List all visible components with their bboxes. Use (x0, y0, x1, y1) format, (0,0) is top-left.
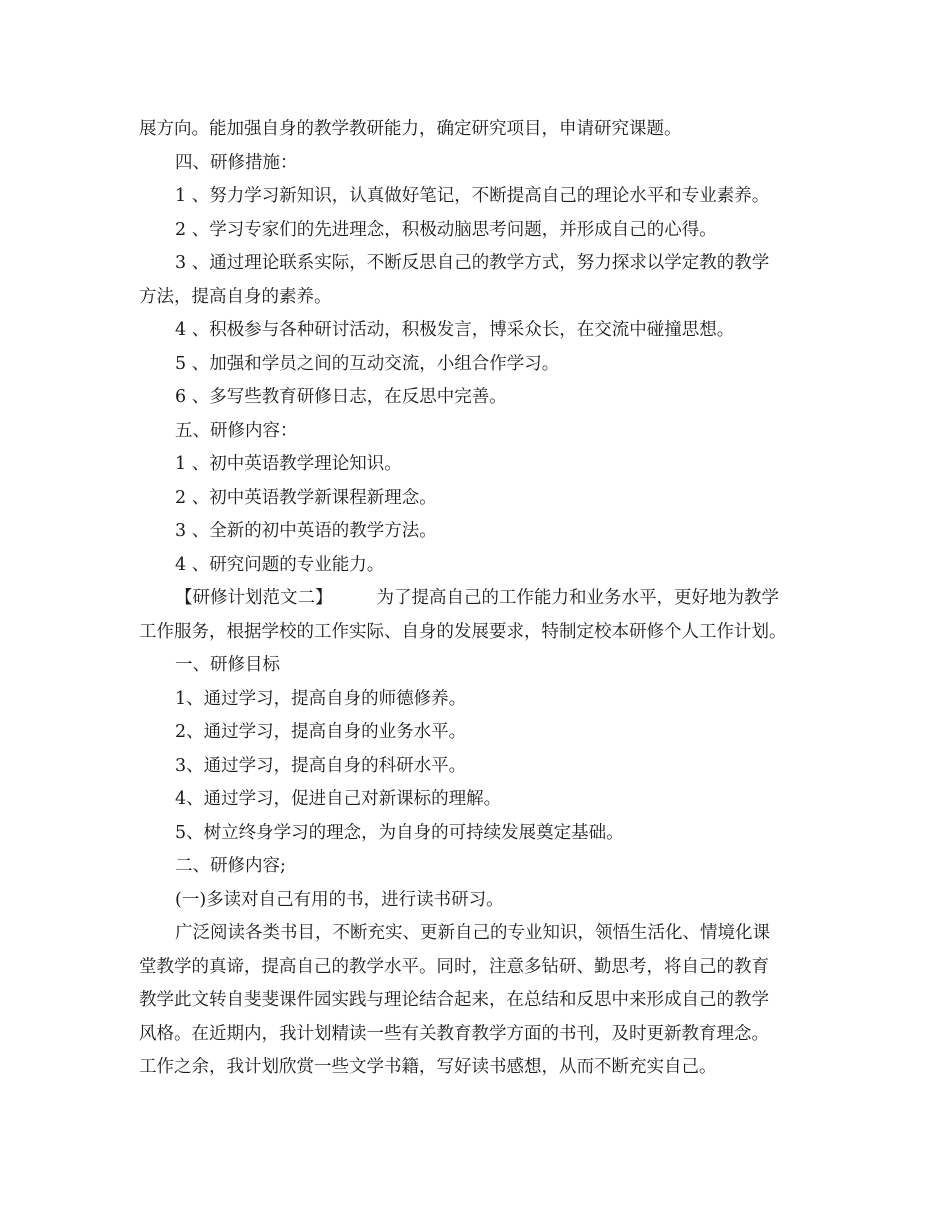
list-item: 1、通过学习，提高自身的师德修养。 (175, 688, 467, 709)
list-item: 3 、通过理论联系实际，不断反思自己的教学方式，努力探求以学定教的教学 (175, 253, 770, 273)
list-item: 1 、努力学习新知识，认真做好笔记，不断提高自己的理论水平和专业素养。 (175, 186, 770, 206)
section-two-intro-line (139, 582, 819, 616)
paragraph-line: 风格。在近期内，我计划精读一些有关教育教学方面的书刊，及时更新教育理念。 (139, 1023, 769, 1044)
section-two-heading: 【研修计划范文二】 (175, 588, 333, 608)
list-item: 4 、研究问题的专业能力。 (175, 554, 385, 575)
list-item: 3、通过学习，提高自身的科研水平。 (175, 755, 467, 776)
section-two-intro: 为了提高自己的工作能力和业务水平，更好地为教学 (376, 588, 779, 608)
list-item: 5 、加强和学员之间的互动交流，小组合作学习。 (175, 353, 560, 374)
paragraph-line: 工作服务，根据学校的工作实际、自身的发展要求，特制定校本研修个人工作计划。 (139, 621, 787, 642)
list-item: 4、通过学习，促进自己对新课标的理解。 (175, 789, 502, 809)
section-heading-measures: 四、研修措施： (175, 152, 298, 173)
list-item: 6 、多写些教育研修日志，在反思中完善。 (175, 387, 507, 407)
list-item: 4 、积极参与各种研讨活动，积极发言，博采众长，在交流中碰撞思想。 (175, 320, 735, 340)
list-item: 1 、初中英语教学理论知识。 (175, 454, 402, 474)
list-item: 2 、学习专家们的先进理念，积极动脑思考问题，并形成自己的心得。 (175, 219, 717, 240)
paragraph-line: 广泛阅读各类书目，不断充实、更新自己的专业知识，领悟生活化、情境化课 (175, 923, 770, 943)
list-item: 2 、初中英语教学新课程新理念。 (175, 487, 437, 508)
list-item: 2、通过学习，提高自身的业务水平。 (175, 722, 467, 742)
paragraph-line: 教学此文转自斐斐课件园实践与理论结合起来，在总结和反思中来形成自己的教学 (139, 990, 769, 1010)
document-body (139, 113, 819, 1085)
paragraph-line: 工作之余，我计划欣赏一些文学书籍，写好读书感想，从而不断充实自己。 (139, 1057, 717, 1077)
section-heading-content: 五、研修内容： (175, 420, 298, 441)
subsection-heading: (一)多读对自己有用的书，进行读书研习。 (175, 889, 504, 910)
list-item-continuation: 方法，提高自身的素养。 (139, 286, 332, 307)
list-item: 3 、全新的初中英语的教学方法。 (175, 521, 437, 541)
list-item: 5、树立终身学习的理念，为自身的可持续发展奠定基础。 (175, 822, 624, 843)
paragraph-line: 堂教学的真谛，提高自己的教学水平。同时，注意多钻研、勤思考，将自己的教育 (139, 956, 769, 977)
section-heading-goals: 一、研修目标 (175, 655, 280, 675)
section-heading-content-two: 二、研修内容; (175, 856, 286, 876)
paragraph-line: 展方向。能加强自身的教学教研能力，确定研究项目，申请研究课题。 (139, 119, 682, 139)
